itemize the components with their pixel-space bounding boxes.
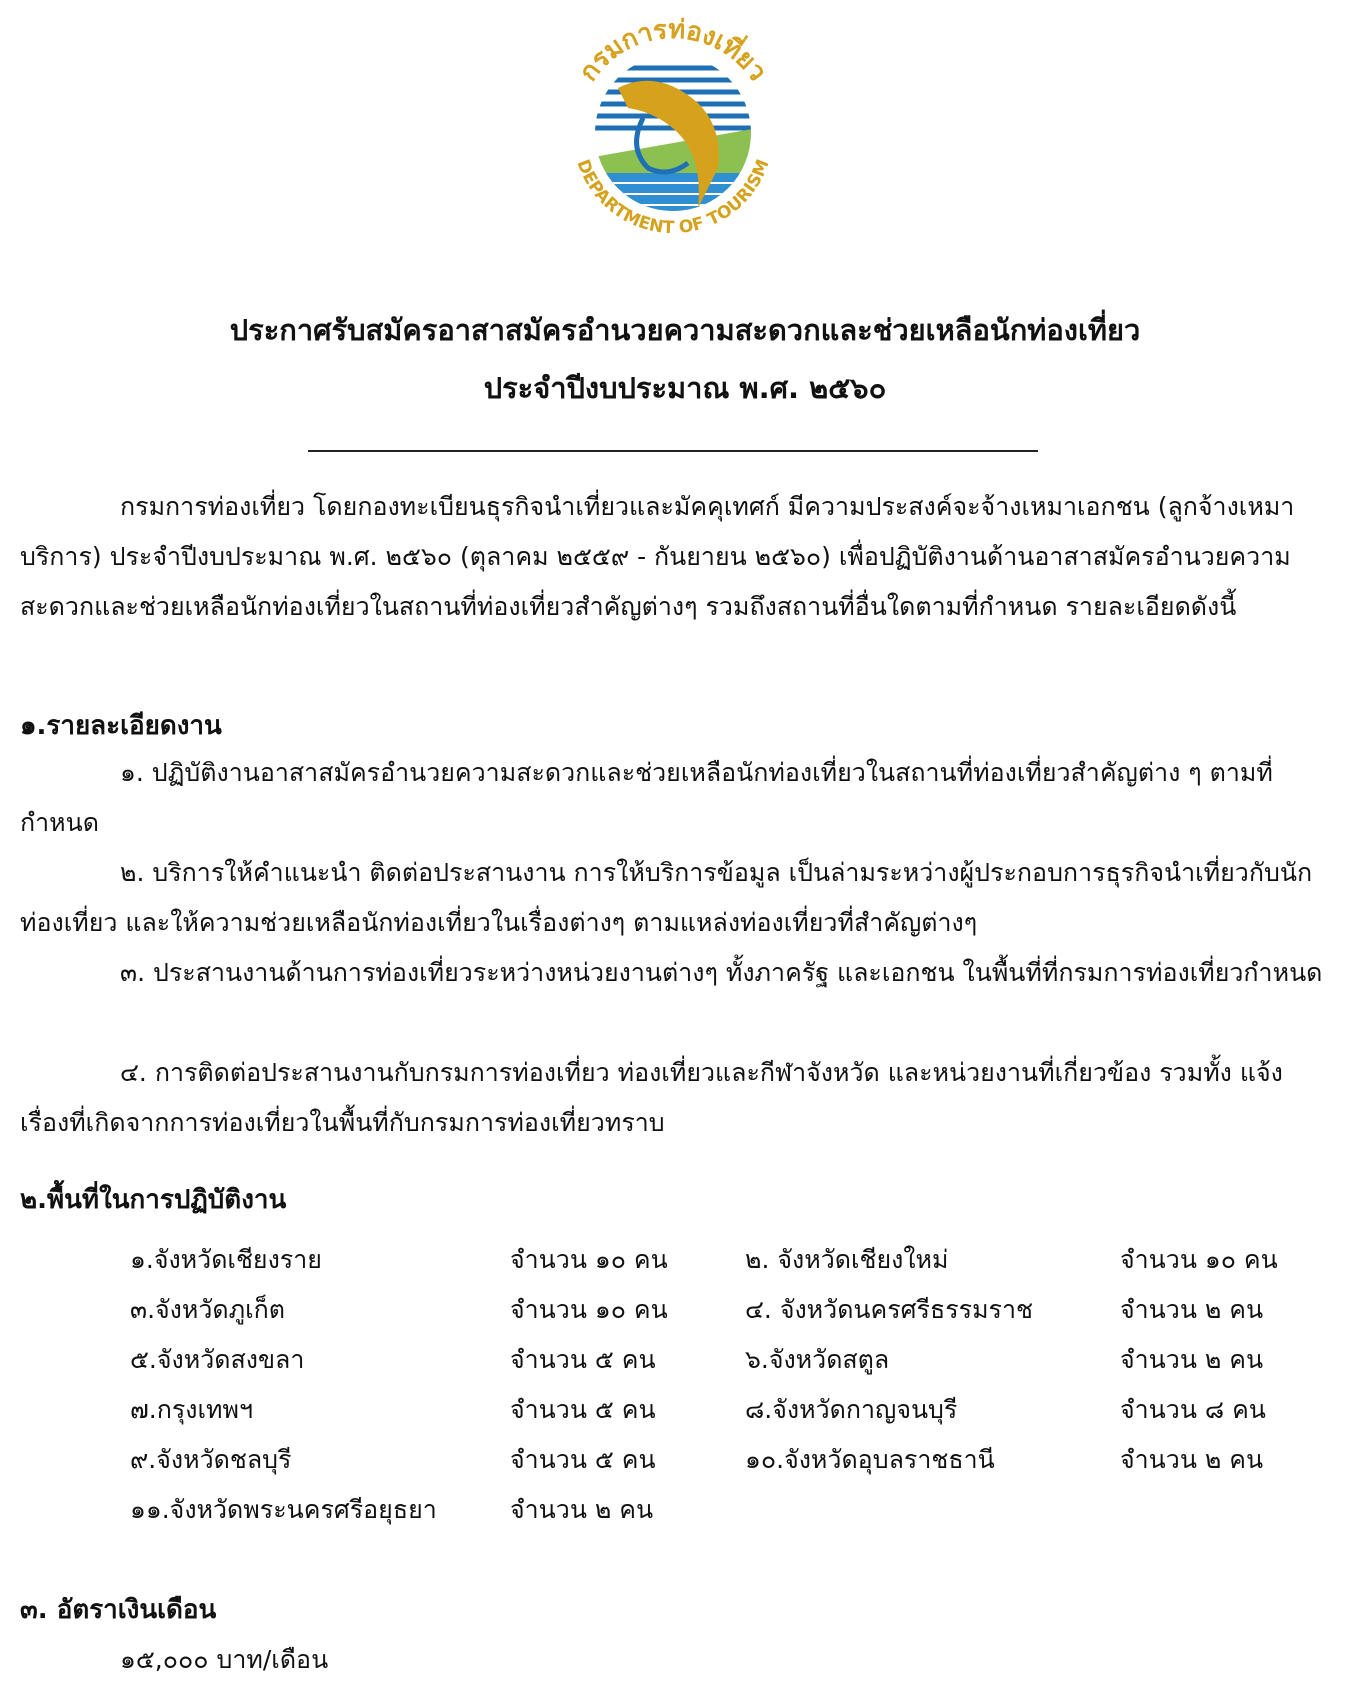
logo-arc-thai-text: กรมการท่องเที่ยว — [573, 14, 773, 87]
area-name: ๕.จังหวัดสงขลา — [130, 1345, 305, 1374]
area-count: จำนวน ๕ คน — [510, 1395, 656, 1424]
area-count: จำนวน ๑๐ คน — [510, 1245, 668, 1274]
area-count: จำนวน ๒ คน — [1120, 1345, 1264, 1374]
area-count: จำนวน ๒ คน — [1120, 1445, 1264, 1474]
area-count: จำนวน ๒ คน — [1120, 1295, 1264, 1324]
area-count: จำนวน ๒ คน — [510, 1495, 654, 1524]
area-count: จำนวน ๕ คน — [510, 1345, 656, 1374]
announcement-subtitle: ประจำปีงบประมาณ พ.ศ. ๒๕๖๐ — [483, 371, 887, 405]
duty-item: ๔. การติดต่อประสานงานกับกรมการท่องเที่ยว ท่องเที่ยวและกีฬาจังหวัด และหน่วยงานที่เกี่ยวข้อง รวมทั้ง แจ้งเรื่องที่เกิดจากการท่องเที่ยวในพื้นที่กับกรมการท่องเที่ยวทราบ — [20, 1058, 1283, 1137]
duty-item: ๓. ประสานงานด้านการท่องเที่ยวระหว่างหน่วยงานต่างๆ ทั้งภาครัฐ และเอกชน ในพื้นที่ที่กรมการท่องเที่ยวกำหนด — [120, 958, 1323, 987]
area-count: จำนวน ๑๐ คน — [1120, 1245, 1278, 1274]
department-of-tourism-logo — [548, 8, 798, 258]
announcement-title: ประกาศรับสมัครอาสาสมัครอำนวยความสะดวกและช่วยเหลือนักท่องเที่ยว — [229, 313, 1141, 347]
area-name: ๒. จังหวัดเชียงใหม่ — [745, 1245, 949, 1274]
duty-item: ๒. บริการให้คำแนะนำ ติดต่อประสานงาน การให้บริการข้อมูล เป็นล่ามระหว่างผู้ประกอบการธุรกิจนำเที่ยวกับนักท่องเที่ยว และให้ความช่วยเหลือนักท่องเที่ยวในเรื่องต่างๆ ตามแหล่งท่องเที่ยวที่สำคัญต่างๆ — [20, 858, 1313, 937]
area-name: ๑.จังหวัดเชียงราย — [130, 1245, 322, 1274]
section-2-heading: ๒.พื้นที่ในการปฏิบัติงาน — [20, 1185, 287, 1215]
area-count: จำนวน ๑๐ คน — [510, 1295, 668, 1324]
area-count: จำนวน ๘ คน — [1120, 1395, 1266, 1424]
area-name: ๑๐.จังหวัดอุบลราชธานี — [745, 1445, 995, 1474]
duty-item: ๑. ปฏิบัติงานอาสาสมัครอำนวยความสะดวกและช่วยเหลือนักท่องเที่ยวในสถานที่ท่องเที่ยวสำคัญต่าง ๆ ตามที่กำหนด — [20, 758, 1273, 837]
area-name: ๓.จังหวัดภูเก็ต — [130, 1295, 286, 1324]
area-name: ๗.กรุงเทพฯ — [130, 1395, 254, 1424]
area-name: ๑๑.จังหวัดพระนครศรีอยุธยา — [130, 1495, 437, 1524]
title-divider — [308, 450, 1038, 452]
section-3-heading: ๓. อัตราเงินเดือน — [20, 1595, 217, 1625]
area-name: ๔. จังหวัดนครศรีธรรมราช — [745, 1295, 1033, 1324]
area-count: จำนวน ๕ คน — [510, 1445, 656, 1474]
area-name: ๖.จังหวัดสตูล — [745, 1345, 890, 1374]
section-1-heading: ๑.รายละเอียดงาน — [20, 711, 222, 741]
area-name: ๘.จังหวัดกาญจนบุรี — [745, 1395, 958, 1424]
salary-rate: ๑๕,๐๐๐ บาท/เดือน — [120, 1645, 329, 1674]
area-name: ๙.จังหวัดชลบุรี — [130, 1445, 292, 1474]
intro-paragraph: กรมการท่องเที่ยว โดยกองทะเบียนธุรกิจนำเที่ยวและมัคคุเทศก์ มีความประสงค์จะจ้างเหมาเอกชน (ลูกจ้างเหมาบริการ) ประจำปีงบประมาณ พ.ศ. ๒๕๖๐ (ตุลาคม ๒๕๕๙ - กันยายน ๒๕๖๐) เพื่อปฏิบัติงานด้านอาสาสมัครอำนวยความสะดวกและช่วยเหลือนักท่องเที่ยวในสถานที่ท่องเที่ยวสำคัญต่างๆ รวมถึงสถานที่อื่นใดตามที่กำหนด รายละเอียดดังนี้ — [20, 492, 1295, 621]
logo-arc-english-text: DEPARTMENT OF TOURISM — [572, 156, 774, 239]
